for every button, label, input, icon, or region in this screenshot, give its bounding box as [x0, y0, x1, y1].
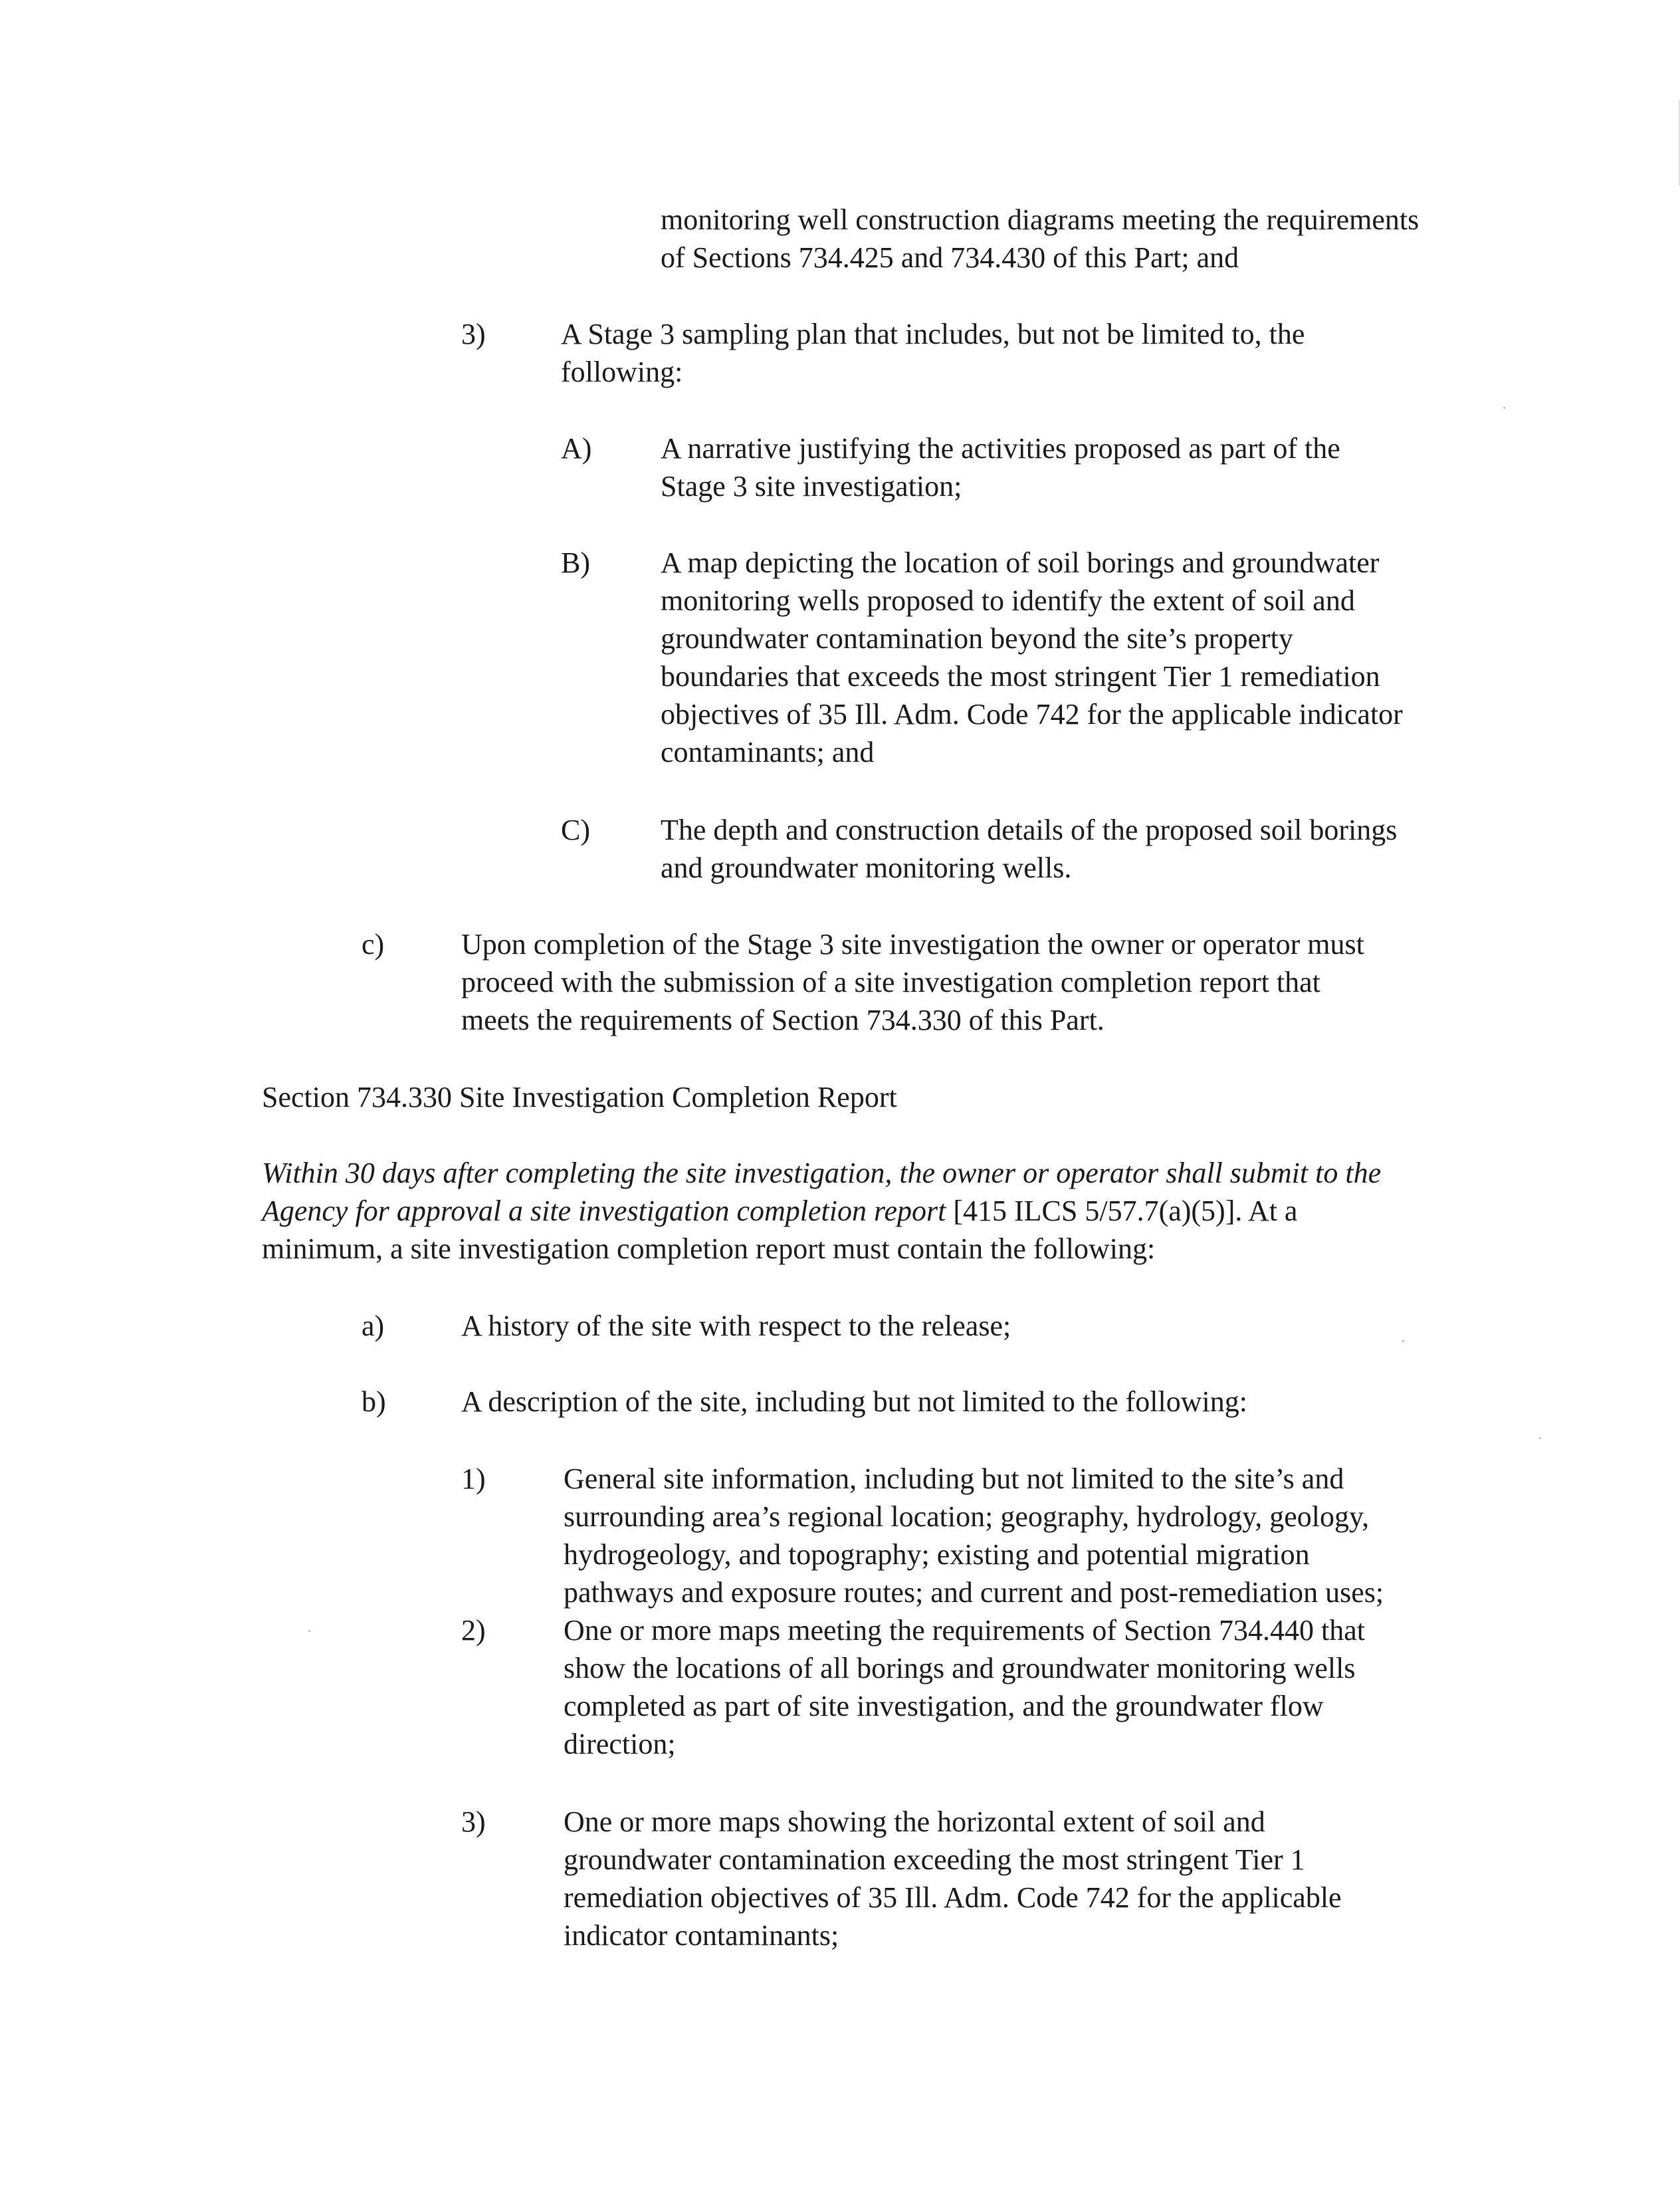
- list-marker: 3): [461, 318, 486, 350]
- list-item-text: [461, 925, 1364, 1039]
- text-line: of Sections 734.425 and 734.430 of this Part; and: [661, 241, 1239, 274]
- list-marker: c): [362, 928, 385, 961]
- text-line: One or more maps meeting the requirements of Section 734.440 that: [564, 1614, 1366, 1647]
- list-marker: 1): [461, 1462, 486, 1495]
- text-line: A description of the site, including but not limited to the following:: [461, 1385, 1247, 1418]
- text-line: show the locations of all borings and groundwater monitoring wells: [564, 1652, 1356, 1684]
- text-line: groundwater contamination beyond the site’s property: [661, 622, 1293, 655]
- text-line: The depth and construction details of the proposed soil borings: [661, 814, 1398, 846]
- list-item-text: [661, 544, 1403, 771]
- text-line: direction;: [564, 1728, 676, 1760]
- list-item-text: [461, 1307, 1011, 1345]
- text-line: pathways and exposure routes; and current and post-remediation uses;: [564, 1576, 1384, 1609]
- text-line: remediation objectives of 35 Ill. Adm. Code 742 for the applicable: [564, 1881, 1342, 1914]
- text-line: minimum, a site investigation completion report must contain the following:: [262, 1232, 1156, 1265]
- text-line: A map depicting the location of soil borings and groundwater: [661, 546, 1380, 579]
- text-line: General site information, including but not limited to the site’s and: [564, 1462, 1344, 1495]
- section-heading-text: Section 734.330 Site Investigation Completion Report: [262, 1081, 897, 1113]
- text-line: monitoring wells proposed to identify the extent of soil and: [661, 584, 1355, 617]
- list-marker: A): [561, 432, 592, 465]
- continuation-paragraph: [661, 201, 1419, 277]
- text-line: surrounding area’s regional location; geography, hydrology, geology,: [564, 1500, 1370, 1533]
- list-item-text: [564, 1803, 1342, 1954]
- text-line: One or more maps showing the horizontal extent of soil and: [564, 1805, 1265, 1838]
- text-line: Upon completion of the Stage 3 site investigation the owner or operator must: [461, 928, 1364, 961]
- list-marker: b): [362, 1385, 386, 1418]
- intro-italic-span: Agency for approval a site investigation completion report: [262, 1195, 946, 1227]
- intro-line-mixed: [262, 1192, 1381, 1230]
- scan-speck: [1402, 1340, 1404, 1342]
- list-item-text: [661, 811, 1397, 887]
- list-marker: 2): [461, 1614, 486, 1647]
- text-line: objectives of 35 Ill. Adm. Code 742 for the applicable indicator: [661, 698, 1403, 731]
- text-line: contaminants; and: [661, 736, 875, 768]
- list-marker: C): [561, 814, 590, 846]
- list-item-text: [561, 315, 1305, 391]
- text-line: indicator contaminants;: [564, 1919, 839, 1952]
- text-line: hydrogeology, and topography; existing and potential migration: [564, 1538, 1310, 1571]
- intro-plain-span: [415 ILCS 5/57.7(a)(5)]. At a: [946, 1195, 1298, 1227]
- text-line: and groundwater monitoring wells.: [661, 852, 1072, 884]
- section-heading: [262, 1078, 897, 1116]
- text-line: proceed with the submission of a site investigation completion report that: [461, 966, 1320, 998]
- text-line: A Stage 3 sampling plan that includes, but not be limited to, the: [561, 318, 1305, 350]
- list-item-text: [461, 1383, 1247, 1421]
- list-marker: 3): [461, 1805, 486, 1838]
- text-line: A history of the site with respect to the release;: [461, 1310, 1011, 1342]
- list-item-text: [661, 429, 1340, 505]
- list-marker: B): [561, 546, 590, 579]
- text-line: A narrative justifying the activities proposed as part of the: [661, 432, 1340, 465]
- list-item-text: [564, 1460, 1384, 1611]
- text-line: boundaries that exceeds the most stringent Tier 1 remediation: [661, 660, 1380, 693]
- scan-speck: [1503, 407, 1505, 409]
- text-line: groundwater contamination exceeding the most stringent Tier 1: [564, 1843, 1305, 1876]
- intro-paragraph: [262, 1154, 1381, 1268]
- text-line: completed as part of site investigation, and the groundwater flow: [564, 1690, 1324, 1722]
- text-line: meets the requirements of Section 734.330 of this Part.: [461, 1004, 1104, 1036]
- text-line: Stage 3 site investigation;: [661, 470, 962, 503]
- scan-speck: [308, 1630, 310, 1632]
- list-marker: a): [362, 1310, 385, 1342]
- text-line: monitoring well construction diagrams meeting the requirements: [661, 203, 1419, 236]
- scan-speck: [1539, 1437, 1541, 1439]
- text-line: following:: [561, 356, 683, 388]
- intro-line-italic: Within 30 days after completing the site investigation, the owner or operator shall submit to the: [262, 1157, 1382, 1189]
- list-item-text: [564, 1611, 1365, 1763]
